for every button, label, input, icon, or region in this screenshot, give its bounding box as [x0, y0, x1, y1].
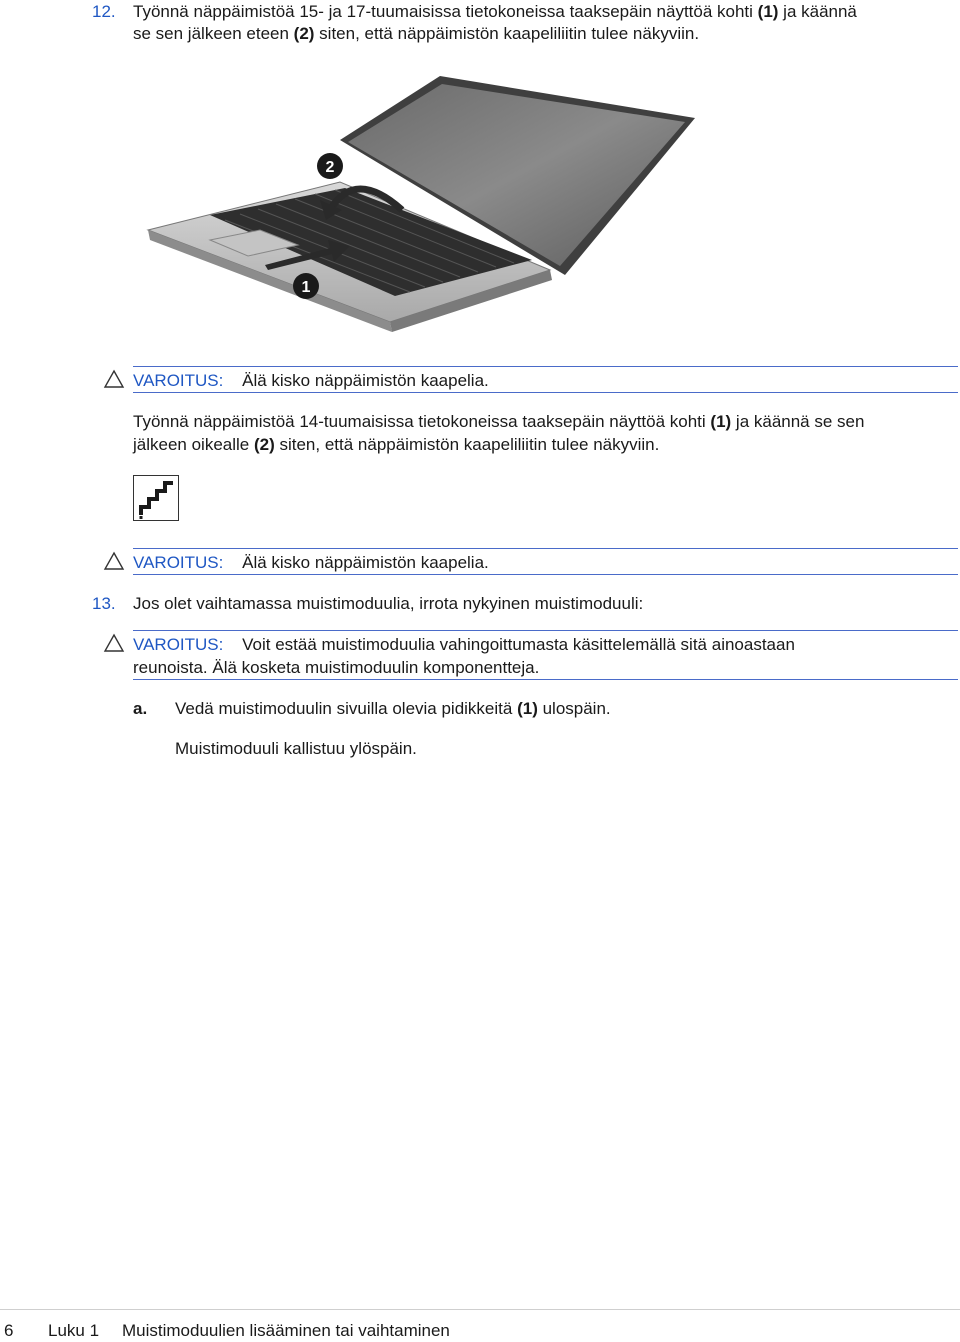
warning-rule-top — [133, 630, 958, 631]
callout-2-label: 2 — [325, 159, 335, 176]
substep-a-note: Muistimoduuli kallistuu ylöspäin. — [175, 739, 417, 758]
warning-rule-top — [133, 548, 958, 549]
substep-letter: a. — [133, 699, 148, 718]
warning-label: VAROITUS: — [133, 553, 224, 572]
footer-rule — [0, 1309, 960, 1310]
warning-1 — [133, 369, 489, 392]
warning-text: Älä kisko näppäimistön kaapelia. — [242, 371, 489, 390]
chapter-label: Luku 1 — [48, 1321, 100, 1340]
page-number: 6 — [4, 1321, 14, 1340]
warning-text: Voit estää muistimoduulia vahingoittumasta käsittelemällä sitä ainoastaan — [242, 635, 795, 654]
warning-rule-bottom — [133, 392, 958, 393]
step-13-text: Jos olet vaihtamassa muistimoduulia, irrota nykyinen muistimoduuli: — [133, 594, 644, 613]
laptop-keyboard-illustration — [140, 70, 700, 335]
warning-label: VAROITUS: — [133, 635, 224, 654]
warning-rule-bottom — [133, 574, 958, 575]
paragraph-14-inch-line-2: jälkeen oikealle (2) siten, että näppäimistön kaapeliliitin tulee näkyviin. — [133, 435, 660, 454]
warning-triangle-icon — [103, 369, 125, 389]
stairs-icon — [133, 475, 179, 521]
step-number: 13. — [92, 594, 116, 613]
warning-3-line-2: reunoista. Älä kosketa muistimoduulin komponentteja. — [133, 658, 540, 677]
warning-3-line-1 — [133, 633, 795, 656]
warning-2 — [133, 551, 489, 574]
warning-triangle-icon — [103, 633, 125, 653]
warning-label: VAROITUS: — [133, 371, 224, 390]
substep-a-text: Vedä muistimoduulin sivuilla olevia pidikkeitä (1) ulospäin. — [175, 699, 611, 718]
paragraph-14-inch-line-1: Työnnä näppäimistöä 14-tuumaisissa tietokoneissa taaksepäin näyttöä kohti (1) ja käännä se sen — [133, 412, 865, 431]
callout-1-label: 1 — [301, 279, 311, 296]
chapter-title: Muistimoduulien lisääminen tai vaihtaminen — [122, 1321, 450, 1340]
warning-rule-top — [133, 366, 958, 367]
step-number: 12. — [92, 2, 116, 21]
warning-rule-bottom — [133, 679, 958, 680]
warning-triangle-icon — [103, 551, 125, 571]
step-12-line-1: Työnnä näppäimistöä 15- ja 17-tuumaisissa tietokoneissa taaksepäin näyttöä kohti (1) ja käännä — [133, 2, 857, 21]
step-12-line-2: se sen jälkeen eteen (2) siten, että näppäimistön kaapeliliitin tulee näkyviin. — [133, 24, 700, 43]
warning-text: Älä kisko näppäimistön kaapelia. — [242, 553, 489, 572]
